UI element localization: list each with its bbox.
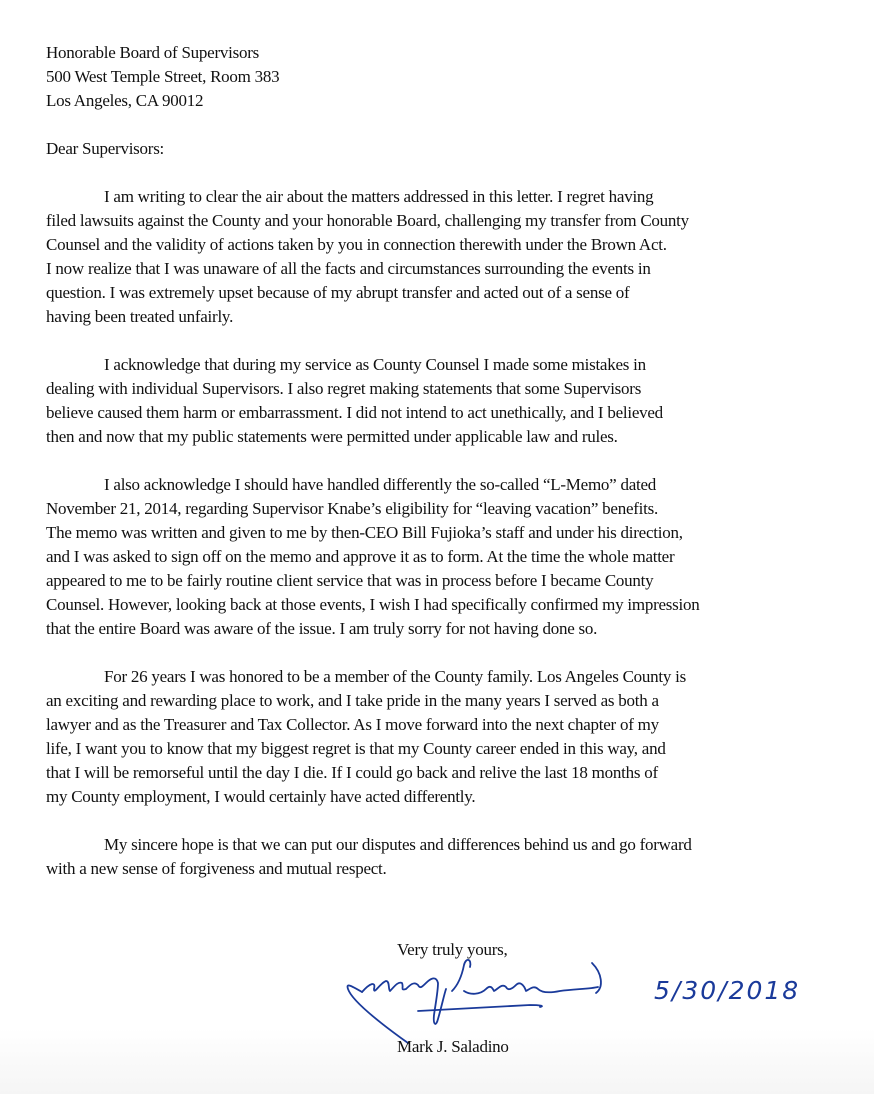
handwritten-signature: [340, 945, 620, 1045]
recipient-city: Los Angeles, CA 90012: [46, 91, 204, 110]
recipient-name: Honorable Board of Supervisors: [46, 43, 259, 62]
paragraph-3: [46, 473, 846, 641]
paragraph-line: that the entire Board was aware of the issue. I am truly sorry for not having done so.: [46, 619, 598, 638]
salutation: Dear Supervisors:: [46, 139, 165, 158]
paragraph-line: I acknowledge that during my service as County Counsel I made some mistakes in: [104, 355, 646, 374]
recipient-address: [46, 41, 846, 113]
paragraph-4: [46, 665, 846, 809]
paragraph-line: I also acknowledge I should have handled differently the so-called “L-Memo” dated: [104, 475, 657, 494]
handwritten-date: [650, 965, 820, 1015]
letter-body: [46, 41, 846, 881]
signer-name: Mark J. Saladino: [397, 1037, 509, 1056]
paragraph-line: November 21, 2014, regarding Supervisor Knabe’s eligibility for “leaving vacation” benefits.: [46, 499, 658, 518]
paragraph-line: I am writing to clear the air about the matters addressed in this letter. I regret having: [104, 187, 654, 206]
paragraph-line: lawyer and as the Treasurer and Tax Collector. As I move forward into the next chapter of my: [46, 715, 659, 734]
paragraph-line: For 26 years I was honored to be a member of the County family. Los Angeles County is: [104, 667, 686, 686]
paragraph-line: and I was asked to sign off on the memo and approve it as to form. At the time the whole matter: [46, 547, 675, 566]
paragraph-line: question. I was extremely upset because of my abrupt transfer and acted out of a sense of: [46, 283, 630, 302]
paragraph-line: life, I want you to know that my biggest regret is that my County career ended in this way, and: [46, 739, 666, 758]
paragraph-line: filed lawsuits against the County and your honorable Board, challenging my transfer from County: [46, 211, 689, 230]
paragraph-line: my County employment, I would certainly have acted differently.: [46, 787, 476, 806]
paragraph-line: The memo was written and given to me by then-CEO Bill Fujioka’s staff and under his direction,: [46, 523, 683, 542]
handwritten-date-text: 5/30/2018: [654, 976, 801, 1005]
paragraph-line: dealing with individual Supervisors. I also regret making statements that some Supervisors: [46, 379, 642, 398]
paragraph-line: My sincere hope is that we can put our disputes and differences behind us and go forward: [104, 835, 692, 854]
paragraph-line: with a new sense of forgiveness and mutual respect.: [46, 859, 387, 878]
paragraph-line: an exciting and rewarding place to work, and I take pride in the many years I served as both a: [46, 691, 659, 710]
paragraph-2: [46, 353, 846, 449]
recipient-street: 500 West Temple Street, Room 383: [46, 67, 280, 86]
paragraph-line: I now realize that I was unaware of all the facts and circumstances surrounding the events in: [46, 259, 651, 278]
paragraph-line: Counsel. However, looking back at those events, I wish I had specifically confirmed my impression: [46, 595, 700, 614]
paragraph-line: appeared to me to be fairly routine client service that was in process before I became County: [46, 571, 654, 590]
paragraph-line: then and now that my public statements were permitted under applicable law and rules.: [46, 427, 618, 446]
paragraph-1: [46, 185, 846, 329]
paragraph-line: Counsel and the validity of actions taken by you in connection therewith under the Brown Act.: [46, 235, 667, 254]
paragraph-5: [46, 833, 846, 881]
closing: Very truly yours,: [397, 940, 508, 959]
paragraph-line: having been treated unfairly.: [46, 307, 234, 326]
paragraph-line: that I will be remorseful until the day I die. If I could go back and relive the last 18 months of: [46, 763, 658, 782]
paragraph-line: believe caused them harm or embarrassment. I did not intend to act unethically, and I believed: [46, 403, 663, 422]
